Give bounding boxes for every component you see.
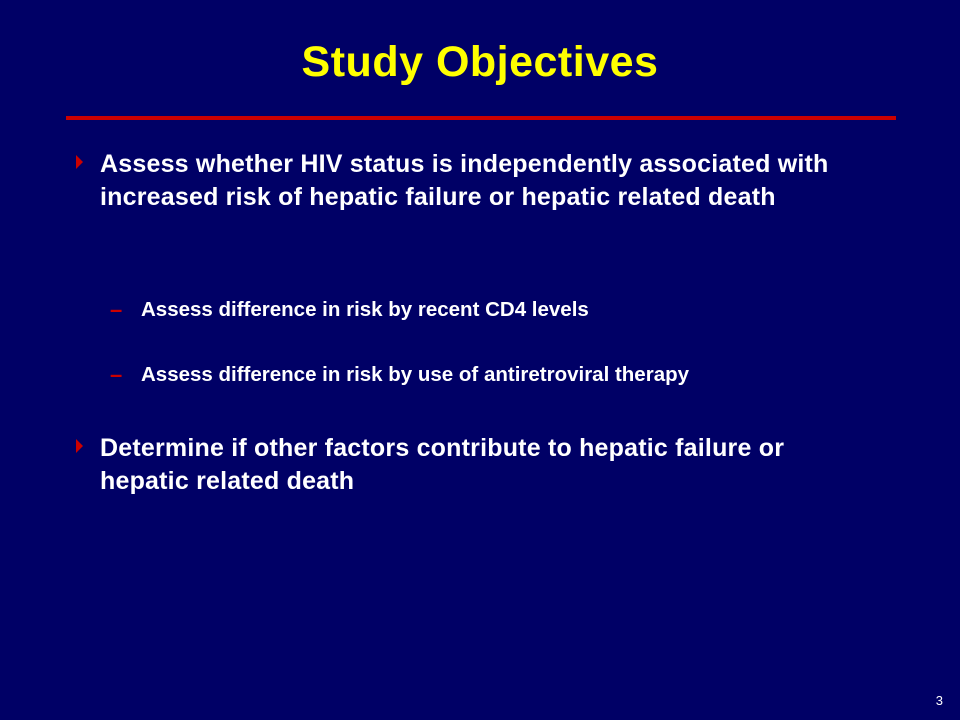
dash-marker: – xyxy=(110,362,123,387)
sub-bullet-text: Assess difference in risk by recent CD4 levels xyxy=(141,298,589,321)
title-divider xyxy=(66,116,896,120)
bullet-item xyxy=(76,148,866,214)
sub-bullet-item xyxy=(110,297,890,323)
triangle-bullet-icon xyxy=(76,439,83,453)
dash-marker: – xyxy=(110,297,123,322)
bullet-text: Assess whether HIV status is independently associated with increased risk of hepatic failure or hepatic related death xyxy=(100,150,829,211)
bullet-text: Determine if other factors contribute to hepatic failure or hepatic related death xyxy=(100,434,785,495)
sub-bullet-item xyxy=(110,362,890,388)
sub-bullet-text: Assess difference in risk by use of antiretroviral therapy xyxy=(141,363,690,386)
triangle-bullet-icon xyxy=(76,155,83,169)
bullet-item xyxy=(76,432,866,498)
page-number: 3 xyxy=(935,693,943,708)
slide-title: Study Objectives xyxy=(301,38,659,86)
